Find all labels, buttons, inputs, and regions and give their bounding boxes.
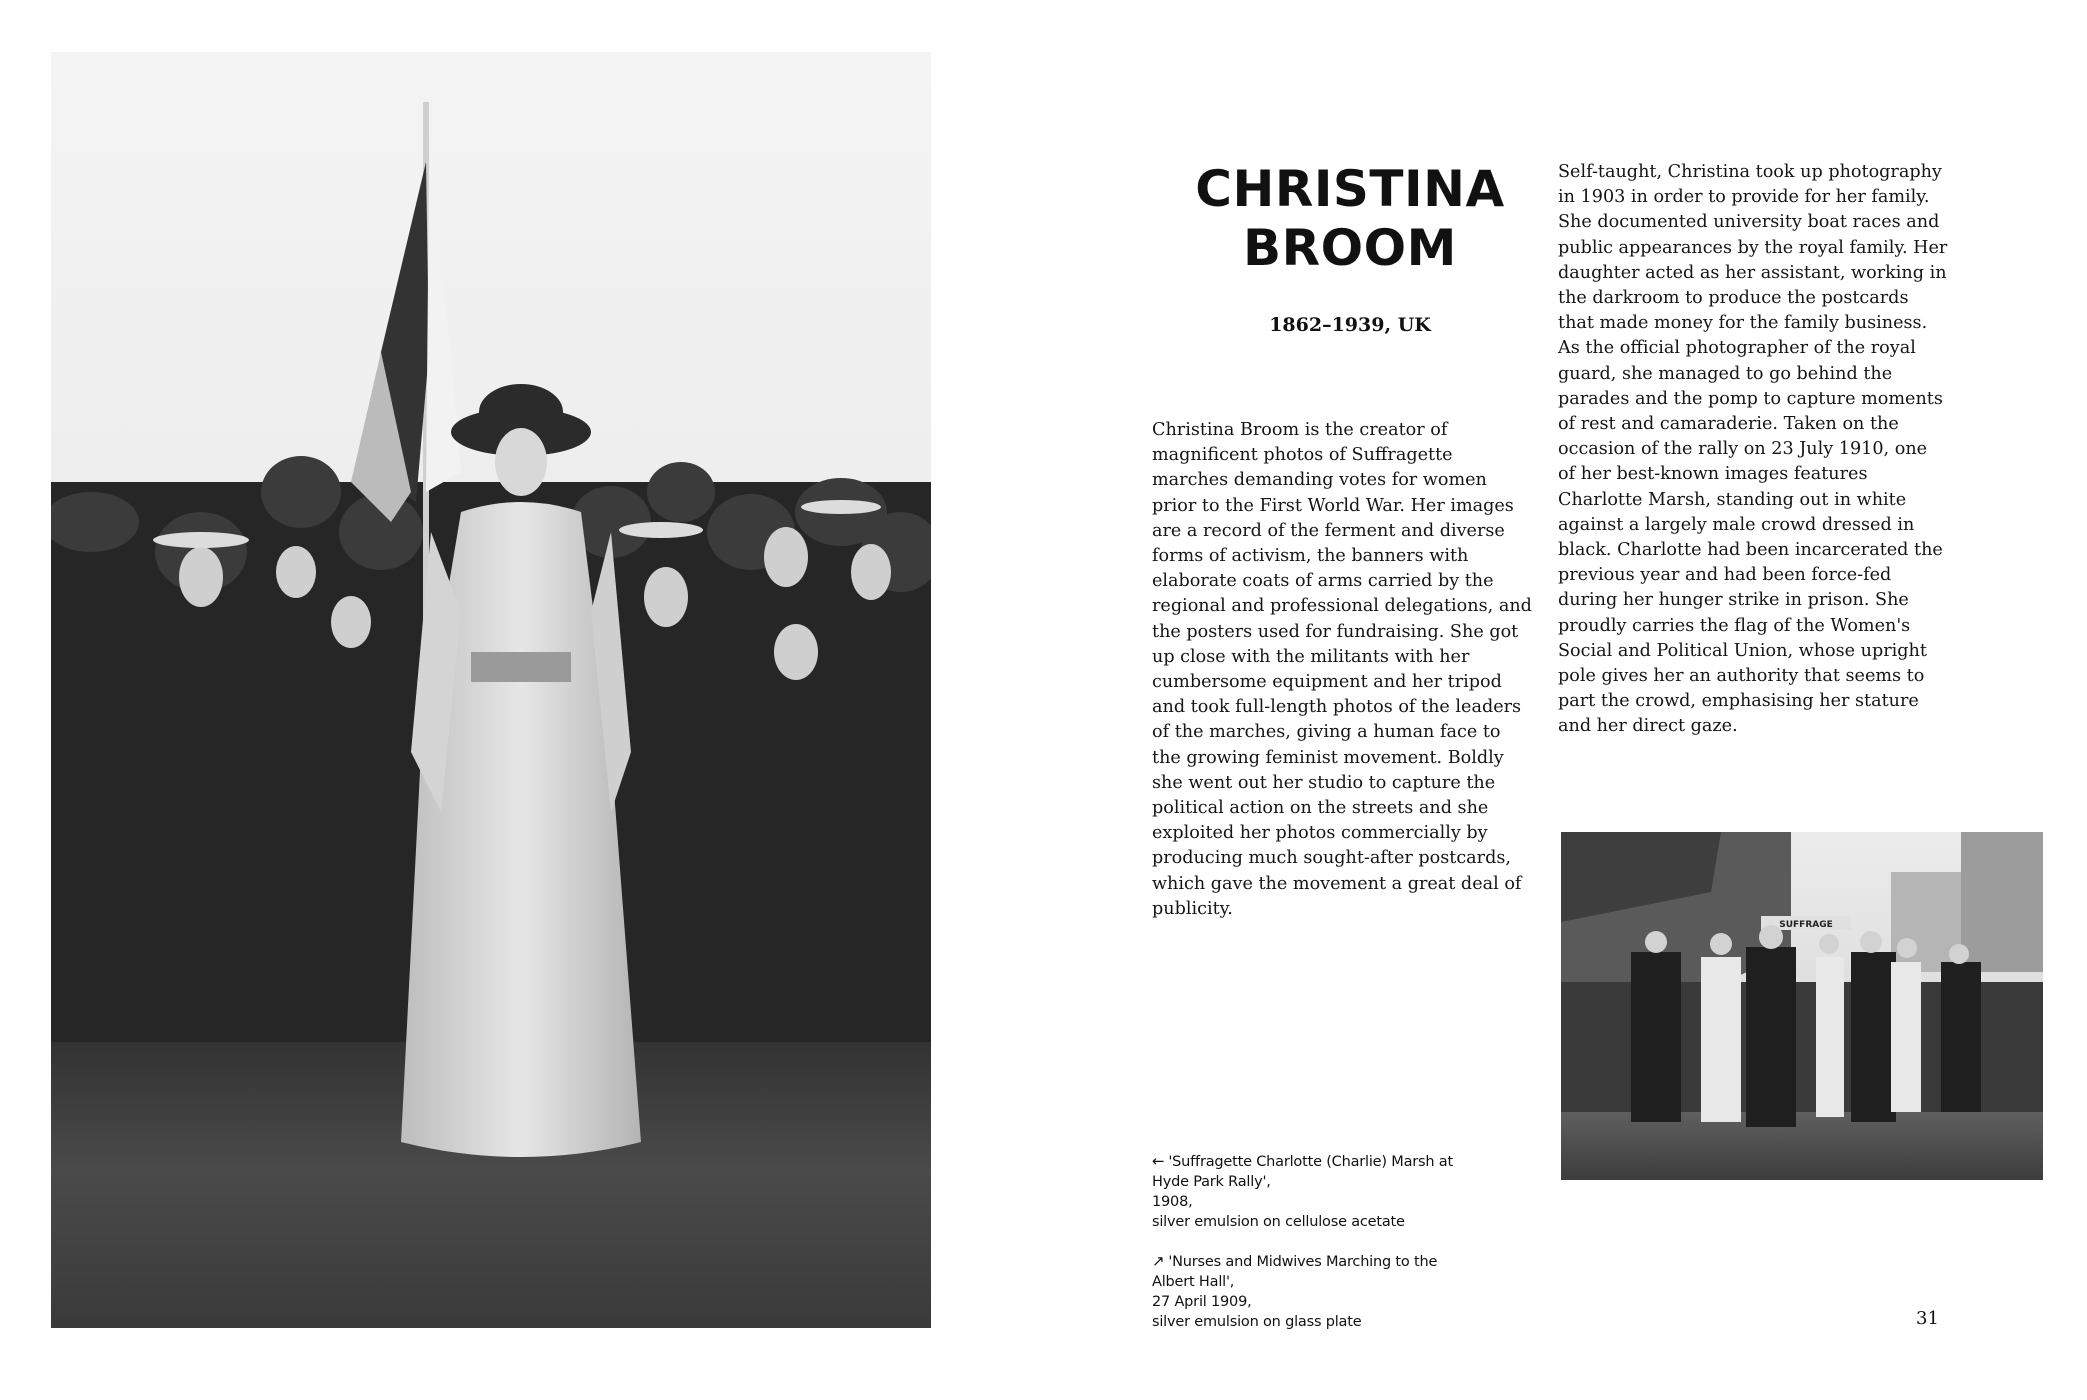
banner-sign-text: SUFFRAGE (1779, 920, 1833, 930)
caption-secondary-photo (1152, 1251, 1482, 1332)
page-number: 31 (1916, 1308, 1939, 1329)
caption-title: 'Suffragette Charlotte (Charlie) Marsh at Hyde Park Rally', (1152, 1154, 1453, 1190)
title-line-1: CHRISTINA (1195, 160, 1505, 218)
secondary-photo-nurses-march (1561, 832, 2043, 1180)
body-paragraph-left: Christina Broom is the creator of magnificent photos of Suffragette marches demanding votes for women prior to the First World War. Her images are a record of the ferment and diverse forms of activism, the banners with elaborate coats of arms carried by the regional and professional delegations, and the posters used for fundraising. She got up close with the militants with her cumbersome equipment and her tripod and took full-length photos of the leaders of the marches, giving a human face to the growing feminist movement. Boldly she went out her studio to capture the political action on the streets and she exploited her photos commercially by producing much sought-after postcards, which gave the movement a great deal of publicity. (1152, 420, 1532, 919)
caption-medium: silver emulsion on cellulose acetate (1152, 1214, 1405, 1230)
page-title (1140, 160, 1560, 278)
title-line-2: BROOM (1243, 219, 1457, 277)
main-photo-charlotte-marsh (51, 52, 931, 1328)
caption-main-photo (1152, 1151, 1482, 1232)
lifespan-subtitle: 1862–1939, UK (1269, 314, 1431, 336)
caption-medium: silver emulsion on glass plate (1152, 1314, 1362, 1330)
article-heading (1140, 160, 1560, 336)
caption-date: 1908, (1152, 1194, 1193, 1210)
arrow-left-icon: ← (1152, 1152, 1165, 1170)
caption-date: 27 April 1909, (1152, 1294, 1252, 1310)
caption-title: 'Nurses and Midwives Marching to the Albert Hall', (1152, 1254, 1438, 1290)
arrow-up-right-icon: ↗ (1152, 1252, 1165, 1270)
body-paragraph-right: Self-taught, Christina took up photography in 1903 in order to provide for her family. She documented university boat races and public appearances by the royal family. Her daughter acted as her assistant, working in the darkroom to produce the postcards that made money for the family business. As the official photographer of the royal guard, she managed to go behind the parades and the pomp to capture moments of rest and camaraderie. Taken on the occasion of the rally on 23 July 1910, one of her best-known images features Charlotte Marsh, standing out in white against a largely male crowd dressed in black. Charlotte had been incarcerated the previous year and had been force-fed during her hunger strike in prison. She proudly carries the flag of the Women's Social and Political Union, whose upright pole gives her an authority that seems to part the crowd, emphasising her stature and her direct gaze. (1558, 162, 1948, 737)
